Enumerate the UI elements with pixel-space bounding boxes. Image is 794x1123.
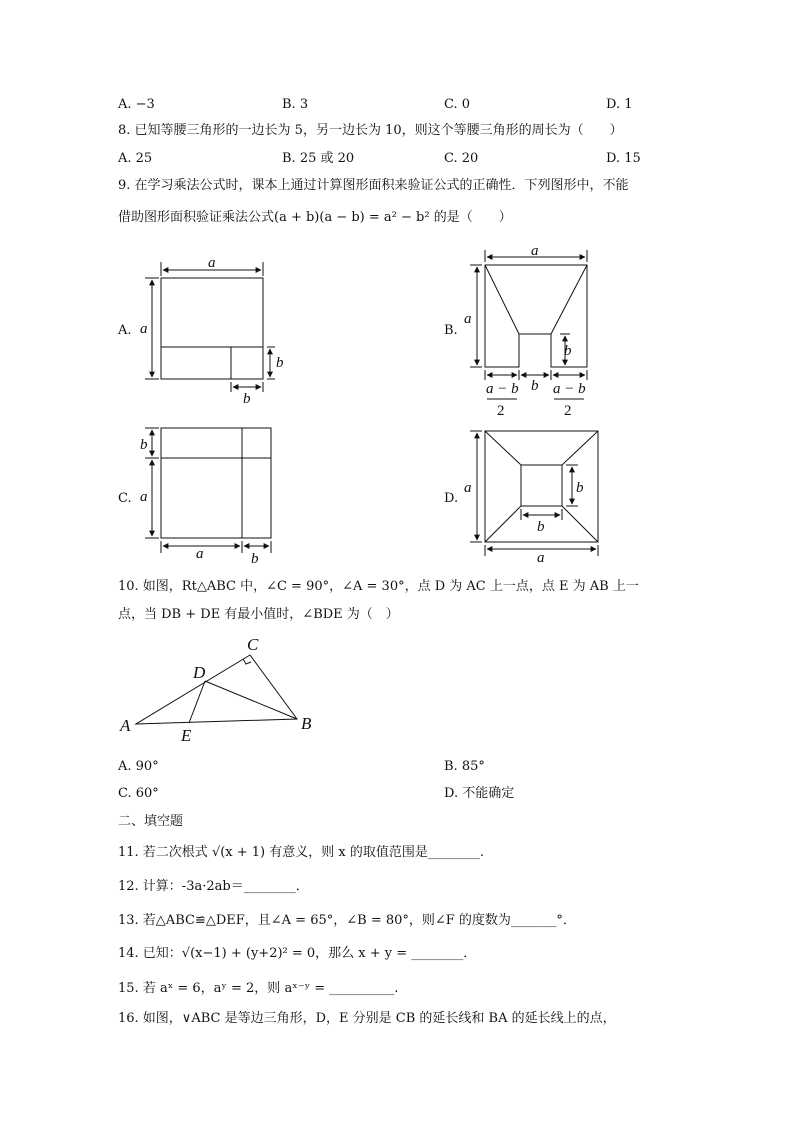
fig-c-bottom-a: a	[196, 546, 204, 562]
q10-point-b: B	[301, 714, 312, 733]
fig-d-inner-b: b	[576, 480, 584, 496]
q15-text: 15. 若 aˣ = 6，aʸ = 2，则 aˣ⁻ʸ = __________.	[118, 981, 399, 996]
q7-option-d: D. 1	[606, 97, 633, 112]
q10-point-d: D	[193, 663, 206, 682]
q10-point-e: E	[181, 726, 192, 745]
q7-option-b: B. 3	[282, 97, 309, 112]
q10-stem-line1: 10. 如图，Rt△ABC 中，∠C = 90°，∠A = 30°，点 D 为 AC 上一点，点 E 为 AB 上一	[118, 579, 639, 594]
q8-stem: 8. 已知等腰三角形的一边长为 5，另一边长为 10，则这个等腰三角形的周长为（ ）	[118, 123, 623, 138]
q10-option-b: B. 85°	[444, 759, 485, 774]
fig-b-left-amb: a − b	[486, 381, 519, 397]
fig-b-bottom-b: b	[531, 378, 539, 394]
q16-text: 16. 如图，∨ABC 是等边三角形，D，E 分别是 CB 的延长线和 BA 的延长线上的点，	[118, 1011, 616, 1026]
q7-option-a: A. −3	[118, 97, 155, 112]
fig-d-bottom-b: b	[537, 519, 545, 535]
q9-figure-c	[145, 428, 271, 553]
section-fill-in-title: 二、填空题	[118, 814, 184, 829]
q10-option-a: A. 90°	[118, 759, 159, 774]
fig-d-left-a: a	[464, 480, 472, 496]
q7-option-c: C. 0	[444, 97, 471, 112]
fig-b-right-denominator: 2	[564, 403, 572, 419]
q10-triangle-figure	[136, 655, 297, 724]
q12-text: 12. 计算：-3a·2ab＝________．	[118, 879, 309, 894]
q10-point-c: C	[247, 635, 259, 654]
q13-text: 13. 若△ABC≌△DEF，且∠A = 65°，∠B = 80°，则∠F 的度数为_______°．	[118, 913, 576, 928]
fig-b-right-amb: a − b	[553, 381, 586, 397]
q9-figure-b-label: B.	[444, 323, 458, 338]
q9-figure-d-label: D.	[444, 491, 459, 506]
q9-stem-line1: 9. 在学习乘法公式时，课本上通过计算图形面积来验证公式的正确性．下列图形中，不能	[118, 178, 629, 193]
fig-a-bottom-b: b	[243, 391, 251, 407]
q8-option-b: B. 25 或 20	[282, 151, 355, 166]
fig-a-right-b: b	[276, 355, 284, 371]
q11-text: 11. 若二次根式 √(x + 1) 有意义，则 x 的取值范围是________.	[118, 845, 484, 860]
q10-point-a: A	[120, 716, 131, 735]
q8-option-c: C. 20	[444, 151, 479, 166]
fig-c-bottom-b: b	[251, 551, 259, 567]
q9-figure-a-label: A.	[118, 323, 132, 338]
q9-figure-a	[145, 262, 275, 392]
fig-b-left-a: a	[464, 311, 472, 327]
fig-c-left-a: a	[140, 489, 148, 505]
q10-stem-line2: 点，当 DB + DE 有最小值时，∠BDE 为（ ）	[118, 607, 399, 622]
q9-figure-b	[470, 250, 587, 399]
fig-b-inner-b: b	[564, 343, 572, 359]
fig-a-left-a: a	[140, 321, 148, 337]
q9-stem-line2: 借助图形面积验证乘法公式(a + b)(a − b) = a² − b² 的是（ ）	[118, 210, 512, 225]
q10-option-c: C. 60°	[118, 786, 159, 801]
fig-d-bottom-a: a	[537, 550, 545, 566]
fig-b-left-denominator: 2	[497, 403, 505, 419]
fig-b-top-a: a	[531, 243, 539, 259]
fig-a-top-a: a	[208, 255, 216, 271]
q9-figure-c-label: C.	[118, 491, 132, 506]
q8-option-a: A. 25	[118, 151, 153, 166]
q8-option-d: D. 15	[606, 151, 641, 166]
q14-text: 14. 已知：√(x−1) + (y+2)² = 0，那么 x + y = ________．	[118, 946, 477, 961]
fig-c-left-b: b	[140, 437, 148, 453]
q10-option-d: D. 不能确定	[444, 786, 515, 801]
